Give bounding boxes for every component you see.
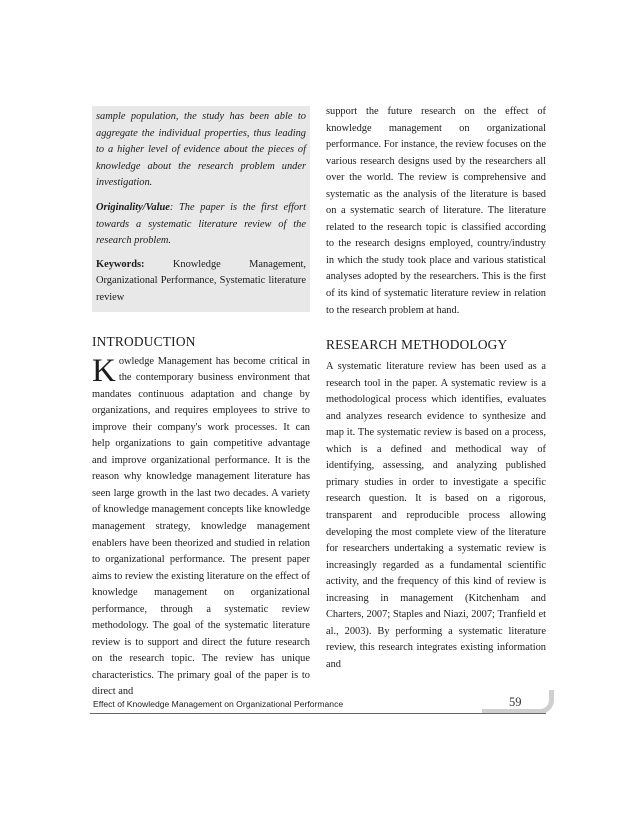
methodology-paragraph: A systematic literature review has been used as a research tool in the paper. A systematic review is a methodological process which identifies, evaluates and analyzes research evidence to synthesize and map it. The systematic review is based on a process, which is a defined and methodical way of identifying, assessing, and analyzing published primary studies in order to investigate a specific research question. It is based on a rigorous, transparent and reproducible process allowing developing the most complete view of the literature for researchers undertaking a systematic review is increasingly regarded as a fundamental scientific activity, and the frequency of this kind of review is increasing in management (Kitchenham and Charters, 2007; Staples and Niazi, 2007; Tranfield et al., 2003). By performing a systematic literature review, this research integrates existing information and bbox=[326, 361, 546, 670]
running-title: Effect of Knowledge Management on Organizational Performance bbox=[93, 699, 344, 709]
introduction-heading: INTRODUCTION bbox=[92, 333, 196, 349]
drop-cap: K bbox=[92, 352, 116, 389]
abstract-box bbox=[92, 106, 310, 312]
page-number: 59 bbox=[509, 695, 522, 709]
introduction-text: owledge Management has become critical in the contemporary business environment that mandates continuous adaptation and change by organizations, and requires employees to strive to improve their company's work processes. It can help organizations to gain competitive advantage and improve organizational performance. It is the reason why knowledge management literature has seen large growth in the last two decades. A variety of knowledge management concepts like knowledge management strategy, knowledge management enablers have been theorized and studied in relation to organizational performance. The present paper aims to review the existing literature on the effect of knowledge management on organizational performance, through a systematic review methodology. The goal of the systematic literature review is to support and direct the future research on the research topic. The review has unique characteristics. The primary goal of the paper is to direct and bbox=[92, 355, 310, 698]
introduction-continuation: support the future research on the effect of knowledge management on organizational performance. For instance, the review focuses on the various research designs used by the researchers all over the world. The review is comprehensive and systematic as the analysis of the literature is based on a systematic search of literature. The literature related to the research topic is classified according to the research designs employed, country/industry in which the study took place and various statistical analyses adopted by the researchers. This is the first of its kind of systematic literature review in relation to the research problem at hand. bbox=[326, 106, 546, 316]
footer-rule bbox=[90, 713, 546, 714]
abstract-keywords bbox=[96, 257, 306, 307]
originality-label: Originality/Value bbox=[96, 201, 170, 213]
abstract-findings-text: sample population, the study has been able to aggregate the individual properties, thus leading to a higher level of evidence about the pieces of knowledge about the research problem under investigation. bbox=[96, 111, 306, 189]
introduction-paragraph bbox=[92, 354, 310, 701]
right-column bbox=[326, 104, 546, 674]
left-column bbox=[92, 106, 310, 701]
abstract-originality bbox=[96, 200, 306, 250]
keywords-text: Knowledge Management, Organizational Performance, Systematic literature review bbox=[96, 258, 306, 303]
methodology-heading: RESEARCH METHODOLOGY bbox=[326, 337, 508, 353]
keywords-label: Keywords: bbox=[96, 258, 145, 270]
originality-text: : The paper is the first effort towards a systematic literature review of the research problem. bbox=[96, 201, 306, 247]
